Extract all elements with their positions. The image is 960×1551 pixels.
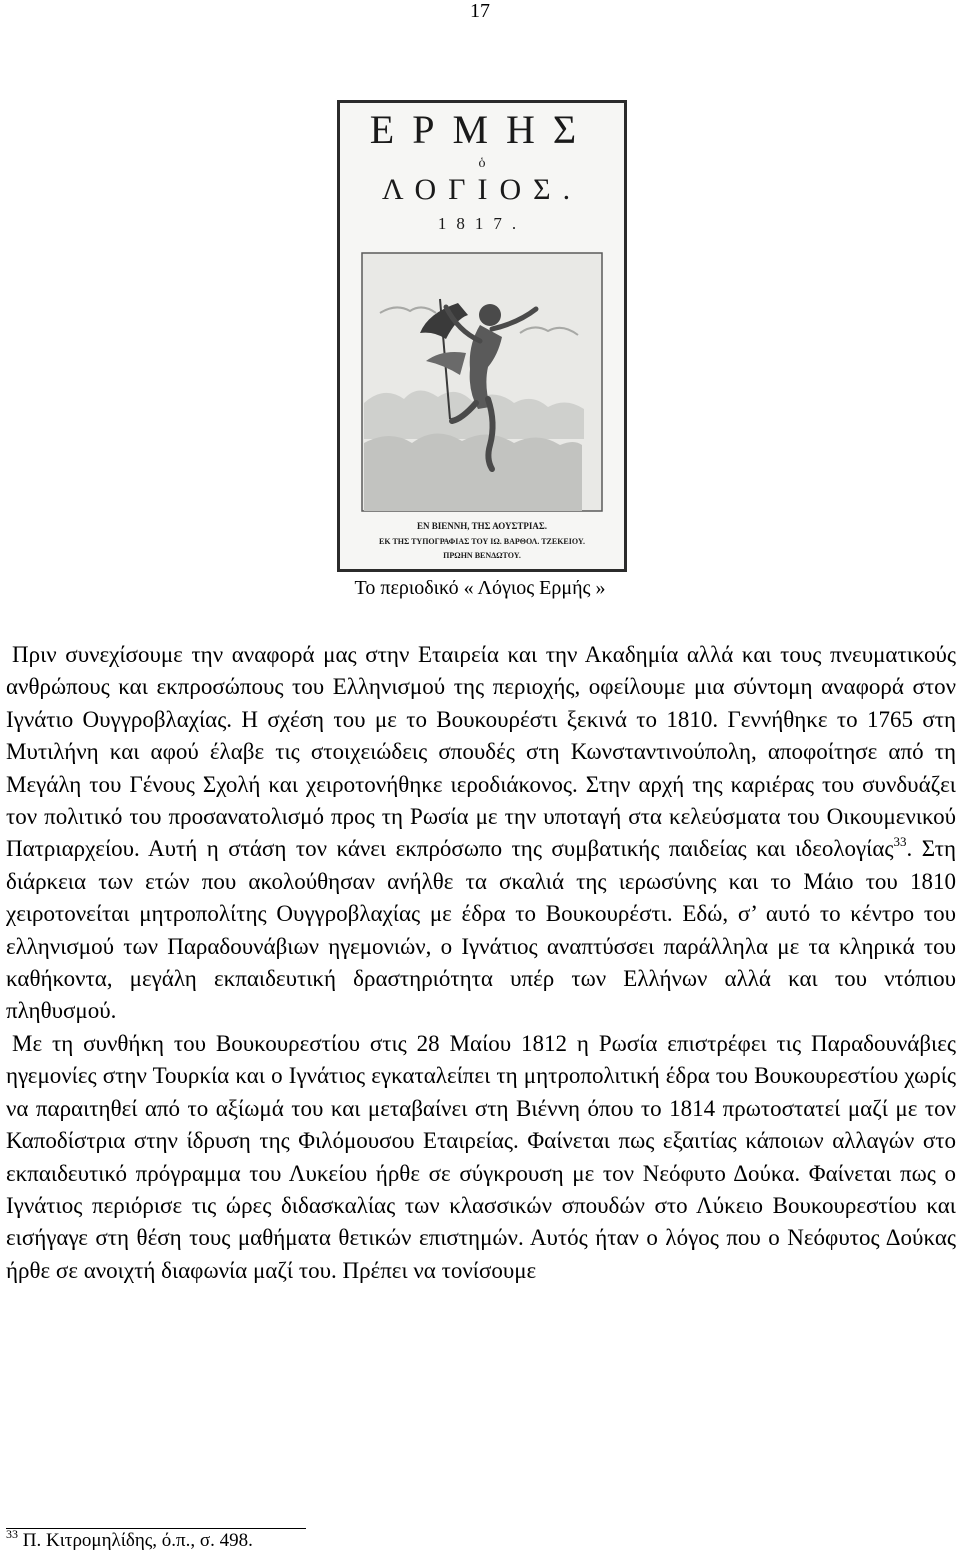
cover-title-line2: ΛΟΓΙΟΣ. xyxy=(381,173,583,206)
hermes-engraving xyxy=(362,253,602,511)
figure-caption: Το περιοδικό « Λόγιος Ερμής » xyxy=(354,577,606,599)
cover-imprint-line2: ΕΚ ΤΗΣ ΤΥΠΟΓΡΑΦΙΑΣ ΤΟΥ ΙΩ. ΒΑΡΘΟΛ. ΤΖΕΚΕΙΟΥ. xyxy=(379,537,585,546)
paragraph-1-part-1: Πριν συνεχίσουμε την αναφορά μας στην Εταιρεία και την Ακαδημία αλλά και τους πνευματικούς ανθρώπους και εκπροσώπους του Ελληνισμού της περιοχής, οφείλουμε μια σύντομη αναφορά στον Ιγνάτιο Ουγγροβλαχίας. Η σχέση του με το Βουκουρέστι ξεκινά το 1810. Γεννήθηκε το 1765 στη Μυτιλήνη και αφού έλαβε τις στοιχειώδεις σπουδές στη Κωνσταντινούπολη, αποφοίτησε από τη Μεγάλη του Γένους Σχολή και χειροτονήθηκε ιεροδιάκονος. Στην αρχή της καριέρας του συνδυάζει τον πολιτικό του προσανατολισμό προς τη Ρωσία με την υποταγή στα κελεύσματα του Οικουμενικού Πατριαρχείου. Αυτή η στάση τον κάνει εκπρόσωπο της συμβατικής παιδείας και ιδεολογίας xyxy=(6,642,956,862)
magazine-cover-figure xyxy=(337,100,627,572)
footnote-text: Π. Κιτρομηλίδης, ό.π., σ. 498. xyxy=(18,1530,253,1551)
footnote-separator xyxy=(6,1528,306,1529)
body-text xyxy=(6,639,956,1287)
paragraph-1-part-2: . Στη διάρκεια των ετών που ακολούθησαν ανήλθε τα σκαλιά της ιερωσύνης και το Μάιο του 1810 χειροτονείται μητροπολίτης Ουγγροβλαχίας με έδρα το Βουκουρέστι. Εδώ, σ’ αυτό το κέντρο του ελληνισμού των Παραδουνάβιων ηγεμονιών, ο Ιγνάτιος αναπτύσσει παράλληλα με τα κληρικά του καθήκοντα, μεγάλη εκπαιδευτική δραστηριότητα υπέρ των Ελλήνων αλλά και του ντόπιου πληθυσμού. xyxy=(6,836,956,1024)
footnote-reference[interactable]: 33 xyxy=(893,834,907,850)
cover-title-line1: ΕΡΜΗΣ xyxy=(369,107,595,152)
paragraph-2: Με τη συνθήκη του Βουκουρεστίου στις 28 Μαίου 1812 η Ρωσία επιστρέφει τις Παραδουνάβιες ηγεμονίες στην Τουρκία και ο Ιγνάτιος εγκαταλείπει τη μητροπολιτική έδρα του Βουκουρεστίου χωρίς να παραιτηθεί από το αξίωμά του και μεταβαίνει στη Βιέννη όπου το 1814 πρωτοστατεί μαζί με τον Καποδίστρια στην ίδρυση της Φιλόμουσου Εταιρείας. Φαίνεται πως εξαιτίας κάποιων αλλαγών στο εκπαιδευτικό πρόγραμμα του Λυκείου ήρθε σε σύγκρουση με τον Νεόφυτο Δούκα. Φαίνεται πως ο Ιγνάτιος περιόρισε τις ώρες διδασκαλίας των κλασσικών σπουδών στο Λύκειο Βουκουρεστίου και εισήγαγε στη θέση τους μαθήματα θετικών επιστημών. Αυτός ήταν ο λόγος που ο Νεόφυτος Δούκας ήρθε σε ανοιχτή διαφωνία μαζί του. Πρέπει να τονίσουμε xyxy=(6,1030,956,1283)
page-number: 17 xyxy=(470,0,490,22)
paragraph-1 xyxy=(6,639,956,1028)
cover-imprint-line3: ΠΡΩΗΝ ΒΕΝΔΩΤΟΥ. xyxy=(443,551,521,560)
footnote-number: 33 xyxy=(6,1527,18,1541)
cover-year: 1817. xyxy=(437,214,527,233)
footnote xyxy=(6,1527,253,1551)
cover-imprint-line1: ΕΝ ΒΙΕΝΝΗ, ΤΗΣ ΑΟΥΣΤΡΙΑΣ. xyxy=(416,521,548,531)
cover-title-article: ὁ xyxy=(478,156,486,171)
cover-illustration xyxy=(340,103,624,569)
